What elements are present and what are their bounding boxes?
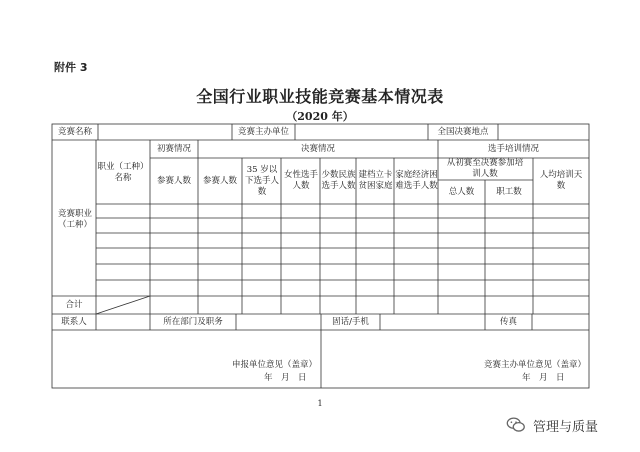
- side-label-occupation: 竞赛职业（工种）: [57, 209, 92, 230]
- header-training: 选手培训情况: [487, 143, 539, 154]
- label-phone: 固话/手机: [332, 316, 369, 327]
- label-competition-name: 竞赛名称: [57, 126, 92, 137]
- header-minority: 少数民族选手人数: [321, 170, 356, 191]
- watermark: [505, 414, 598, 436]
- label-host-date: 年 月 日: [522, 373, 565, 383]
- wechat-icon: [505, 414, 527, 436]
- page-number: 1: [317, 399, 323, 408]
- header-total: 总人数: [448, 186, 475, 197]
- header-prelim: 初赛情况: [156, 143, 191, 154]
- label-reporting-unit-opinion: 申报单位意见（盖章）: [232, 360, 318, 370]
- header-prelim-count: 参赛人数: [156, 175, 191, 186]
- label-contact: 联系人: [61, 316, 87, 327]
- header-finals: 决赛情况: [300, 143, 335, 154]
- header-hardship: 家庭经济困难选手人数: [395, 170, 438, 191]
- header-workers: 职工数: [496, 186, 522, 197]
- label-reporting-date: 年 月 日: [264, 373, 307, 383]
- label-finals-venue: 全国决赛地点: [437, 126, 489, 137]
- header-under35: 35 岁以下选手人数: [244, 164, 279, 197]
- label-dept: 所在部门及职务: [163, 316, 223, 327]
- label-total: 合计: [65, 299, 83, 310]
- label-host-unit-opinion: 竞赛主办单位意见（盖章）: [484, 360, 587, 370]
- header-poor-family: 建档立卡贫困家庭: [358, 170, 393, 191]
- page-title: 全国行业职业技能竞赛基本情况表: [196, 87, 444, 106]
- header-finals-count: 参赛人数: [202, 175, 237, 186]
- watermark-text: 管理与质量: [533, 419, 599, 435]
- attachment-label: 附件 3: [54, 61, 88, 74]
- header-avg-days: 人均培训天数: [539, 170, 583, 191]
- header-training-participants: 从初赛至决赛参加培训人数: [446, 158, 524, 179]
- header-female: 女性选手人数: [283, 170, 318, 191]
- label-organizer: 竞赛主办单位: [237, 126, 289, 137]
- label-fax: 传真: [499, 316, 517, 327]
- header-occupation: 职业（工种）名称: [97, 162, 149, 183]
- year-subtitle: （2020 年）: [286, 110, 354, 123]
